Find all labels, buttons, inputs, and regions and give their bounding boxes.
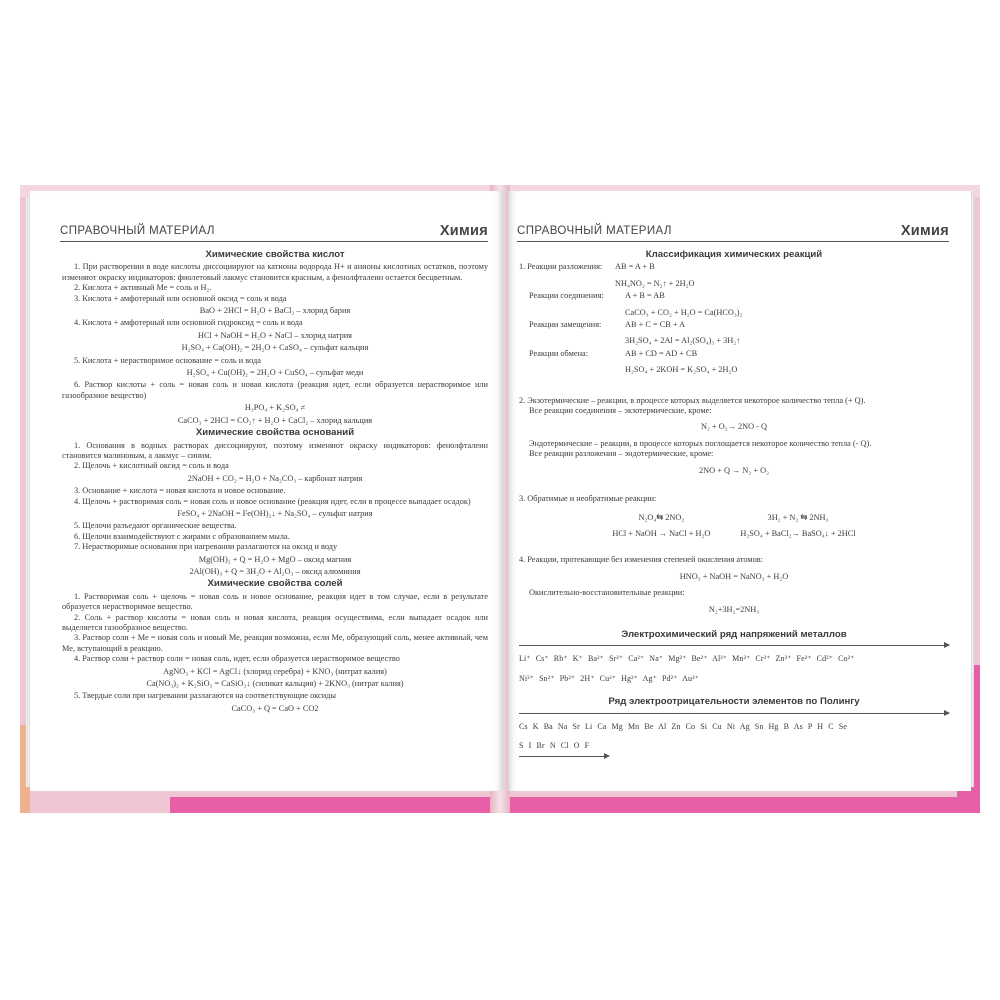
formula: HNO₃ + NaOH = NaNO₃ + H₂O [679,571,789,581]
series-arrow [519,642,949,650]
left-page-content [62,249,488,716]
exothermic-text: 2. Экзотермические – реакции, в процессе которых выделяется некоторое количество тепла (+ Q). [519,395,866,405]
page-header [517,217,949,242]
paragraph: 4. Щелочь + растворимая соль = новая соль и новое основание (реакция идет, если в процессе выпадает осадок) [74,496,471,506]
formula: Mg(OH)₂ + Q = H₂O + MgO – оксид магния [198,554,352,564]
formula: FeSO₄ + 2NaOH = Fe(OH)₂↓ + Na₂SO₄ – сульфат натрия [177,508,373,518]
formula: H₂SO₄ + Ca(OH)₂ = 2H₂O + CaSO₄ – сульфат кальция [181,343,369,353]
paragraph: 3. Основание + кислота = новая кислота и новое основание. [74,486,286,496]
electronegativity-row: S I Br N Cl O F [519,740,590,750]
formula: H₂SO₄ + BaCl₂→ BaSO₄↓ + 2HCl [740,528,856,538]
paragraph: 1. Растворимая соль + щелочь = новая соль и новое основание, реакция идет в том случае, если в результате образуется нерастворимое вещество. [62,591,488,612]
paragraph: 2. Кислота + активный Ме = соль и H₂. [74,283,212,293]
paragraph: 3. Раствор соли + Ме = новая соль и новый Ме, реакция возможна, если Ме, образующий соль, менее активный, чем Ме, вступающий в реакцию. [62,633,488,653]
paragraph: 2. Соль + раствор кислоты = новая соль и новая кислота, реакция осуществима, если выпадает осадок или выделяется газообразное вещество. [62,612,488,632]
formula: 3H₂SO₄ + 2Al = Al₂(SO₄)₃ + 3H₂↑ [625,336,741,346]
series-arrow [519,710,949,718]
formula: CaCO₃ + CO₂ + H₂O = Ca(HCO₃)₂ [625,307,743,317]
paragraph: 6. Раствор кислоты + соль = новая соль и новая кислота (реакция идет, если образуется нерастворимое или газообразное вещество) [62,380,488,400]
formula: N₂O₄⇆ 2NO₂ [638,512,685,522]
header-label: СПРАВОЧНЫЙ МАТЕРИАЛ [517,225,672,237]
reaction-combination [519,291,949,318]
right-page [508,191,971,791]
left-page [30,191,503,791]
header-subject: Химия [900,223,949,239]
series-arrow [519,753,609,761]
cover-pattern-band [502,797,980,813]
electronegativity-row: Cs K Ba Na Sr Li Ca Mg Mn Be Al Zn Co Si Cu Ni Ag Sn Hg B As P H C Se [519,721,847,731]
section-title: Химические свойства солей [207,578,343,590]
formula: CaCO₃ + 2HCl = CO₂↑ + H₂O + CaCl₂ – хлорид кальция [177,415,373,425]
page-header [60,217,488,242]
right-page-content [519,249,949,761]
redox-text: Окислительно-восстановительные реакции: [529,588,685,598]
paragraph: 2. Щелочь + кислотный оксид = соль и вода [74,461,229,471]
endothermic-note: Все реакции разложения – эндотермические, кроме: [529,449,714,459]
metals-series-row: Ni²⁺ Sn²⁺ Pb²⁺ 2H⁺ Cu²⁺ Hg²⁺ Ag⁺ Pd²⁺ Au³⁺ [519,673,699,683]
paragraph: 5. Твердые соли при нагревании разлагаются на соответствующие оксиды [74,691,336,701]
formula: Ca(NO₃)₂ + K₂SiO₃ = CaSiO₃↓ (силикат кальция) + 2KNO₃ (нитрат калия) [146,679,404,689]
formula: NH₄NO₂ = N₂↑ + 2H₂O [615,278,695,288]
formula: 3H₂ + N₂ ⇆ 2NH₃ [767,512,829,522]
paragraph: 3. Кислота + амфотерный или основной оксид = соль и вода [74,293,287,303]
reaction-exchange [519,349,949,376]
formula: N₂ + O₂→ 2NO - Q [700,422,767,432]
formula: HCl + NaOH = H₂O + NaCl – хлорид натрия [197,330,353,340]
paragraph: 7. Нерастворимые основания при нагревании разлагаются на оксид и воду [74,542,338,552]
paragraph: 6. Щелочи взаимодействуют с жирами с образованием мыла. [74,531,290,541]
row-label: 1. Реакции разложения: [519,262,603,272]
reaction-decomposition [519,262,949,289]
open-book [20,185,980,813]
row-label: Реакции соединения: [529,291,604,301]
formula: H₃PO₄ + K₂SO₄ ≠ [244,403,306,413]
formula: AgNO₃ + KCl = AgCl↓ (хлорид серебра) + KNO₃ (нитрат калия) [163,666,387,676]
row-label: Реакции обмена: [529,348,589,358]
formula: BaO + 2HCl = H₂O + BaCl₂ – хлорид бария [199,306,351,316]
paragraph: 1. Основания в водных растворах диссоциируют, поэтому изменяют окраску индикаторов: фенолфталеин становится малиновым, а лакмус – синим. [62,440,488,460]
formula: H₂SO₄ + 2KOH = K₂SO₄ + 2H₂O [625,365,738,375]
formula: AB + C = CB + A [625,320,686,330]
paragraph: 1. При растворении в воде кислоты диссоциируют на катионы водорода H+ и анионы кислотных остатков, поэтому изменяют окраску индикаторов: фиолетовый лакмус становится красным, а фенолфталеин остается бесцветным. [62,262,488,282]
formula: H₂SO₄ + Cu(OH)₂ = 2H₂O + CuSO₄ – сульфат меди [186,368,364,378]
section-title: Химические свойства кислот [205,249,345,260]
cover-pattern-band [170,797,490,813]
formula: AB = A + B [615,262,655,272]
row-label: Реакции замещения: [529,320,602,330]
paragraph: 4. Кислота + амфотерный или основной гидроксид = соль и вода [74,318,303,328]
section-title: Классификация химических реакций [645,249,823,260]
formula: N₂+3H₂=2NH₃ [708,604,760,614]
formula: 2NO + Q → N₂ + O₂ [699,465,769,475]
reversible-text: 3. Обратимые и необратимые реакции: [519,494,657,504]
endothermic-text: Эндотермические – реакции, в процессе которых поглощается некоторое количество тепла (- Q). [529,438,872,448]
paragraph: 5. Щелочи разъедают органические вещества. [74,521,237,531]
paragraph: 5. Кислота + нерастворимое основание = соль и вода [74,355,261,365]
formula: HCl + NaOH → NaCl + H₂O [612,528,711,538]
section-title: Химические свойства оснований [195,427,355,439]
formula: 2NaOH + CO₂ = H₂O + Na₂CO₃ – карбонат натрия [187,473,363,483]
formula: CaCO₃ + Q = CaO + CO2 [231,703,319,713]
oxidation-text: 4. Реакции, протекающие без изменения степеней окисления атомов: [519,555,763,565]
header-subject: Химия [439,223,488,239]
electronegativity-title: Ряд электроотрицательности элементов по Полингу [608,696,860,708]
metals-series-row: Li⁺ Cs⁺ Rb⁺ K⁺ Ba²⁺ Sr²⁺ Ca²⁺ Na⁺ Mg²⁺ Be²⁺ Al³⁺ Mn²⁺ Cr³⁺ Zn²⁺ Fe²⁺ Cd²⁺ Co²⁺ [519,654,855,664]
formula: 2Al(OH)₃ + Q = 3H₂O + Al₂O₃ – оксид алюминия [189,566,361,576]
formula: A + B = AB [625,291,665,301]
formula: AB + CD = AD + CB [625,348,698,358]
paragraph: 4. Раствор соли + раствор соли = новая соль, идет, если образуется нерастворимое вещество [74,654,400,664]
reversible-formulas [519,513,949,540]
header-label: СПРАВОЧНЫЙ МАТЕРИАЛ [60,225,215,237]
metals-series-title: Электрохимический ряд напряжений металлов [621,628,847,640]
exothermic-note: Все реакции соединения – экзотермические, кроме: [529,406,712,416]
reaction-substitution [519,320,949,347]
